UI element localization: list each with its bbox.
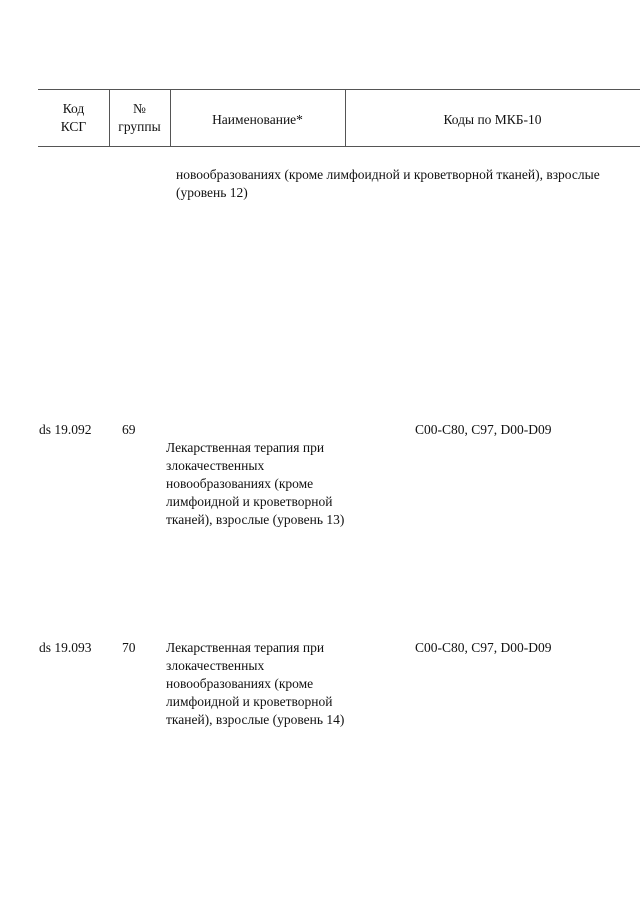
- row-group: 69: [122, 422, 136, 437]
- header-group-line2: группы: [118, 119, 161, 134]
- row-name: Лекарственная терапия при злокачественных новообразованиях (кроме лимфоидной и кроветворной тканей), взрослые (уровень 14): [166, 640, 345, 727]
- header-code: [38, 100, 109, 136]
- header-name: Наименование*: [212, 112, 303, 127]
- row-code: ds 19.093: [39, 640, 92, 655]
- row-mkb: C00-C80, C97, D00-D09: [415, 640, 552, 655]
- row-mkb: C00-C80, C97, D00-D09: [415, 422, 552, 437]
- row-group: 70: [122, 640, 136, 655]
- header-top-rule: [38, 89, 640, 90]
- header-mkb: Коды по МКБ-10: [443, 112, 542, 127]
- header-code-line1: Код: [62, 101, 85, 116]
- header-bottom-rule: [38, 146, 640, 147]
- header-group-line1: №: [133, 101, 146, 116]
- header-group: [109, 100, 170, 136]
- row-name: Лекарственная терапия при злокачественных новообразованиях (кроме лимфоидной и кроветворной тканей), взрослые (уровень 13): [166, 440, 345, 527]
- continuation-text: новообразованиях (кроме лимфоидной и кроветворной тканей), взрослые (уровень 12): [176, 167, 600, 200]
- row-code: ds 19.092: [39, 422, 92, 437]
- header-code-line2: КСГ: [60, 119, 87, 134]
